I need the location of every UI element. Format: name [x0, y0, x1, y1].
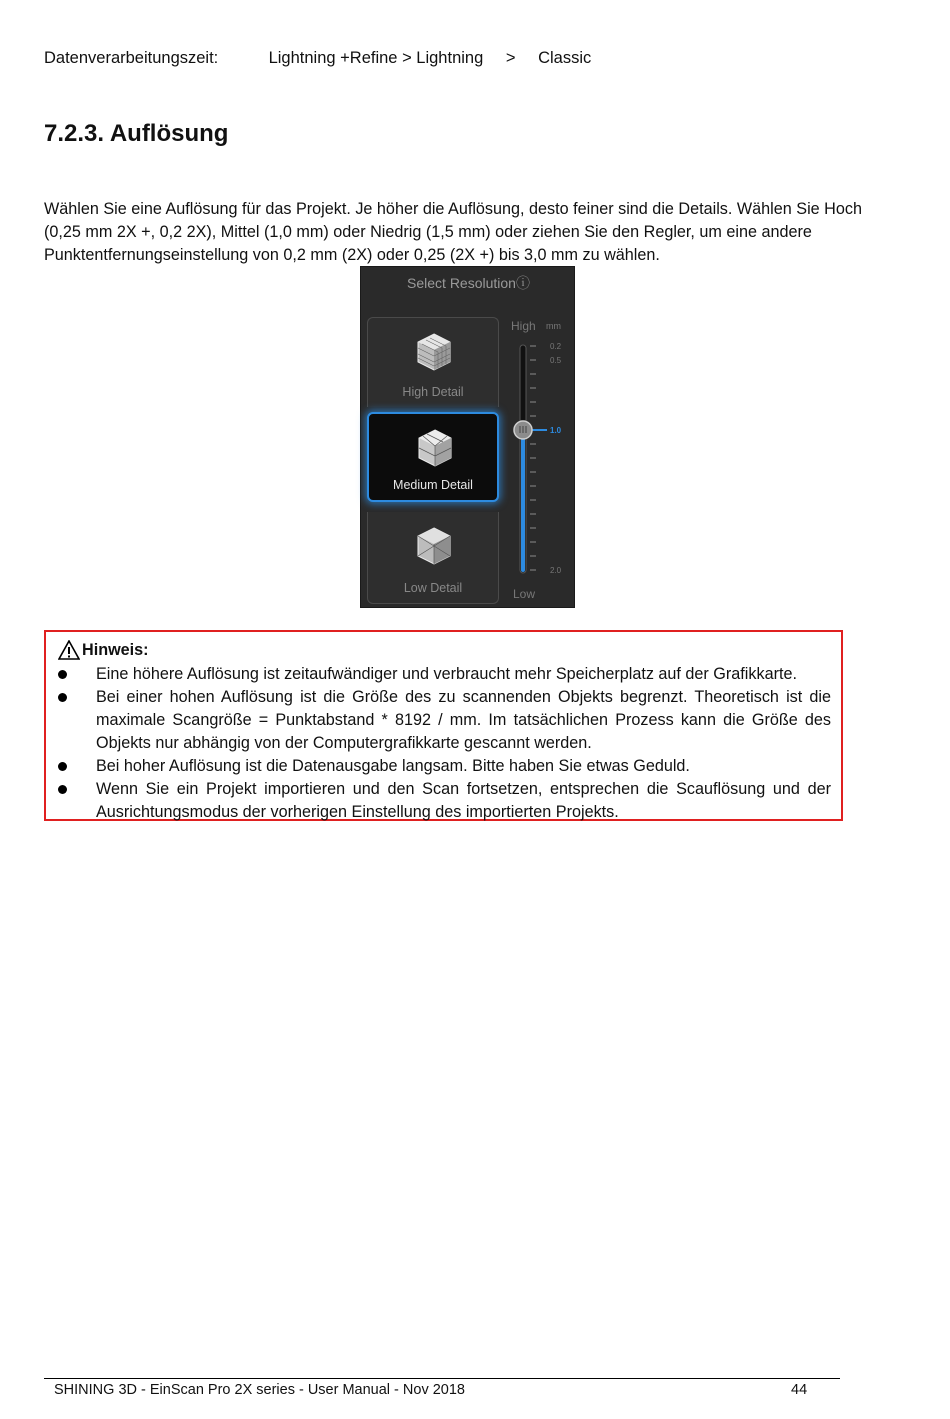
high-detail-option[interactable] [367, 317, 499, 407]
section-paragraph: Wählen Sie eine Auflösung für das Projekt. Je höher die Auflösung, desto feiner sind die Details. Wählen Sie Hoch (0,25 mm 2X +, 0,2 2X), Mittel (1,0 mm) oder Niedrig (1,5 mm) oder ziehen Sie den Regler, um eine andere Punktentfernungseinstellung von 0,2 mm (2X) oder 0,25 (2X +) bis 3,0 mm zu wählen. [44, 200, 862, 264]
bullet-icon [58, 670, 67, 679]
note-item-text: Wenn Sie ein Projekt importieren und den Scan fortsetzen, entsprechen die Scauflösung und der Ausrichtungsmodus der vorherigen Einstellung des importierten Projekts. [96, 780, 831, 821]
resolution-panel-screenshot [360, 266, 575, 608]
processing-time-separator: > [505, 49, 516, 67]
cube-high-icon [416, 332, 452, 372]
slider-low-label: Low [513, 587, 536, 601]
tick-label-end: 2.0 [550, 566, 562, 575]
warning-icon [58, 640, 80, 660]
section-heading: 7.2.3. Auflösung [44, 120, 229, 147]
note-item-text: Bei hoher Auflösung ist die Datenausgabe langsam. Bitte haben Sie etwas Geduld. [96, 757, 690, 775]
medium-detail-option[interactable] [367, 412, 499, 502]
cube-low-icon [416, 526, 452, 566]
note-box [44, 630, 843, 821]
processing-time-order: Lightning +Refine > Lightning [268, 49, 484, 67]
slider-fill [521, 431, 525, 572]
note-title [58, 640, 149, 660]
slider-unit-label: mm [546, 321, 561, 331]
list-item [46, 778, 841, 824]
footer-text: SHINING 3D - EinScan Pro 2X series - User Manual - Nov 2018 [54, 1382, 465, 1398]
tick-label-0: 0.2 [550, 342, 562, 351]
processing-time-line [44, 49, 591, 68]
processing-time-last: Classic [538, 49, 592, 67]
note-title-text: Hinweis: [82, 640, 149, 659]
slider-ticks [530, 346, 536, 570]
note-item-text: Bei einer hohen Auflösung ist die Größe des zu scannenden Objekts begrenzt. Theoretisch ist die maximale Scangröße = Punktabstand * 8192 / mm. Im tatsächlichen Prozess kann die Größe des Objekts nur abhängig von der Computergrafikkarte gescannt werden. [96, 688, 831, 752]
medium-detail-label: Medium Detail [393, 478, 473, 492]
high-detail-label: High Detail [402, 385, 464, 399]
panel-title [361, 273, 576, 293]
list-item [46, 755, 841, 778]
tick-label-current: 1.0 [550, 426, 562, 435]
low-detail-option[interactable] [367, 512, 499, 604]
bullet-icon [58, 693, 67, 702]
slider-high-label: High [511, 319, 536, 333]
page-number: 44 [791, 1382, 808, 1398]
info-icon: ⓘ [515, 275, 530, 291]
bullet-icon [58, 785, 67, 794]
list-item [46, 663, 841, 686]
note-list [46, 663, 841, 824]
list-item [46, 686, 841, 755]
processing-time-label: Datenverarbeitungszeit: [44, 49, 219, 67]
note-item-text: Eine höhere Auflösung ist zeitaufwändiger und verbraucht mehr Speicherplatz auf der Grafikkarte. [96, 665, 797, 683]
panel-title-text: Select Resolution [407, 275, 516, 291]
tick-label-1: 0.5 [550, 356, 562, 365]
resolution-slider[interactable] [511, 337, 571, 582]
cube-medium-icon [417, 428, 453, 468]
bullet-icon [58, 762, 67, 771]
low-detail-label: Low Detail [403, 581, 463, 595]
footer-divider [44, 1378, 840, 1379]
